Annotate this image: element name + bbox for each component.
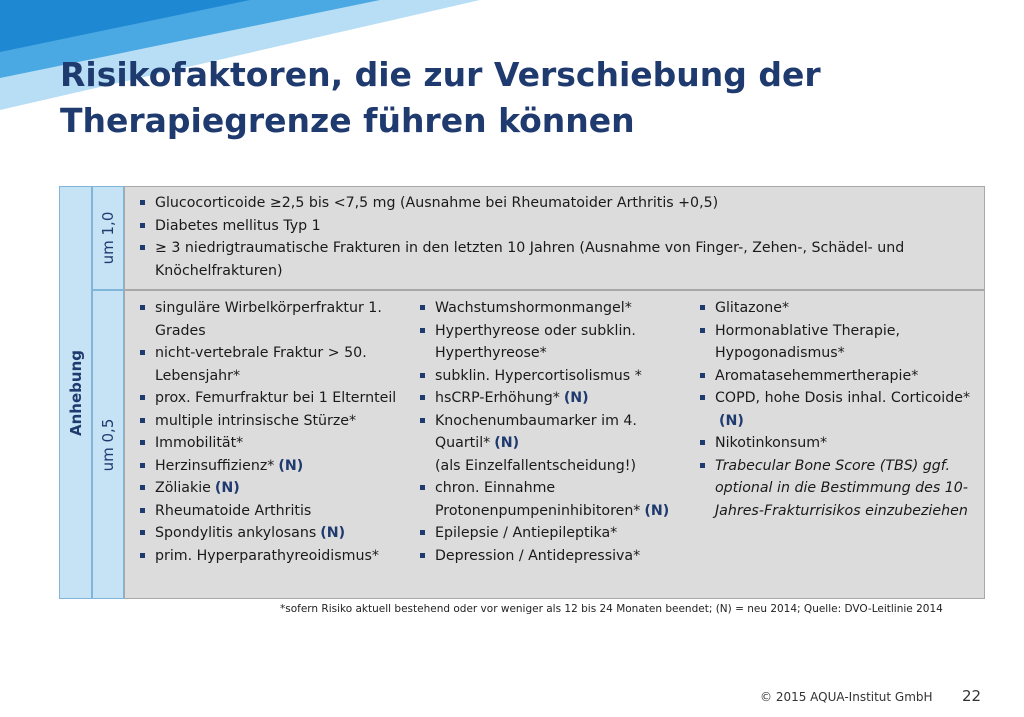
row2-column-1 <box>135 297 405 567</box>
row2-label: um 0,5 <box>99 418 117 471</box>
anhebung-label-column <box>59 186 92 599</box>
footnote: *sofern Risiko aktuell bestehend oder vor weniger als 12 bis 24 Monaten beendet; (N) = neu 2014; Quelle: DVO-Leitlinie 2014 <box>280 603 943 615</box>
copyright: © 2015 AQUA-Institut GmbH <box>760 690 933 704</box>
list-item: Nikotinkonsum* <box>695 432 980 455</box>
title-line-2: Therapiegrenze führen können <box>60 101 635 140</box>
list-item: Zöliakie (N) <box>135 477 405 500</box>
list-item: Wachstumshormonmangel* <box>415 297 685 320</box>
list-item: ≥ 3 niedrigtraumatische Frakturen in den letzten 10 Jahren (Ausnahme von Finger-, Zehen-, Schädel- und Knöchelfrakturen) <box>135 237 935 282</box>
list-item: nicht-vertebrale Fraktur > 50. Lebensjahr* <box>135 342 405 387</box>
new-2014-tag: (N) <box>278 457 304 474</box>
new-2014-tag: (N) <box>563 390 589 406</box>
new-2014-tag: (N) <box>214 480 240 496</box>
list-item: Rheumatoide Arthritis <box>135 500 405 523</box>
list-item: chron. Einnahme Protonenpumpeninhibitoren* (N) <box>415 477 685 522</box>
list-item: Glitazone* <box>695 297 980 320</box>
page-number: 22 <box>962 687 982 705</box>
list-item: prox. Femurfraktur bei 1 Elternteil <box>135 387 405 410</box>
list-item: Immobilität* <box>135 432 405 455</box>
list-item: Knochenumbaumarker im 4. Quartil* (N) (als Einzelfallentscheidung!) <box>415 410 685 478</box>
row2-label-cell <box>92 290 124 599</box>
list-item: COPD, hohe Dosis inhal. Corticoide*(N) <box>695 387 980 432</box>
list-item-note: (als Einzelfallentscheidung!) <box>435 457 637 474</box>
list-item: Glucocorticoide ≥2,5 bis <7,5 mg (Ausnahme bei Rheumatoider Arthritis +0,5) <box>135 192 935 215</box>
title-line-1: Risikofaktoren, die zur Verschiebung der <box>60 55 821 94</box>
list-item: subklin. Hypercortisolismus * <box>415 365 685 388</box>
list-item: Aromatasehemmertherapie* <box>695 365 980 388</box>
new-2014-tag: (N) <box>719 412 744 429</box>
list-item: Herzinsuffizienz* (N) <box>135 455 405 478</box>
row2-column-2 <box>415 297 685 567</box>
list-item: prim. Hyperparathyreoidismus* <box>135 545 405 568</box>
anhebung-label: Anhebung <box>66 349 85 436</box>
row1-label-cell <box>92 186 124 290</box>
new-2014-tag: (N) <box>320 525 346 541</box>
list-item: Epilepsie / Antiepileptika* <box>415 522 685 545</box>
list-item: Diabetes mellitus Typ 1 <box>135 215 935 238</box>
new-2014-tag: (N) <box>644 502 670 519</box>
row2-content <box>124 290 985 599</box>
list-item: hsCRP-Erhöhung* (N) <box>415 387 685 410</box>
page-title <box>60 52 960 144</box>
list-item: Spondylitis ankylosans (N) <box>135 522 405 545</box>
risk-factor-table <box>59 186 985 599</box>
row1-content <box>124 186 985 290</box>
list-item-italic: Trabecular Bone Score (TBS) ggf. optional in die Bestimmung des 10-Jahres-Frakturrisikos einzubeziehen <box>695 455 980 523</box>
list-item: Depression / Antidepressiva* <box>415 545 685 568</box>
new-2014-tag: (N) <box>494 435 520 451</box>
list-item: Hormonablative Therapie, Hypogonadismus* <box>695 320 980 365</box>
row1-label: um 1,0 <box>99 211 117 265</box>
row1-list <box>135 192 935 282</box>
list-item: Hyperthyreose oder subklin. Hyperthyreose* <box>415 320 685 365</box>
list-item: singuläre Wirbelkörperfraktur 1. Grades <box>135 297 405 342</box>
list-item: multiple intrinsische Stürze* <box>135 410 405 433</box>
row2-column-3 <box>695 297 980 522</box>
